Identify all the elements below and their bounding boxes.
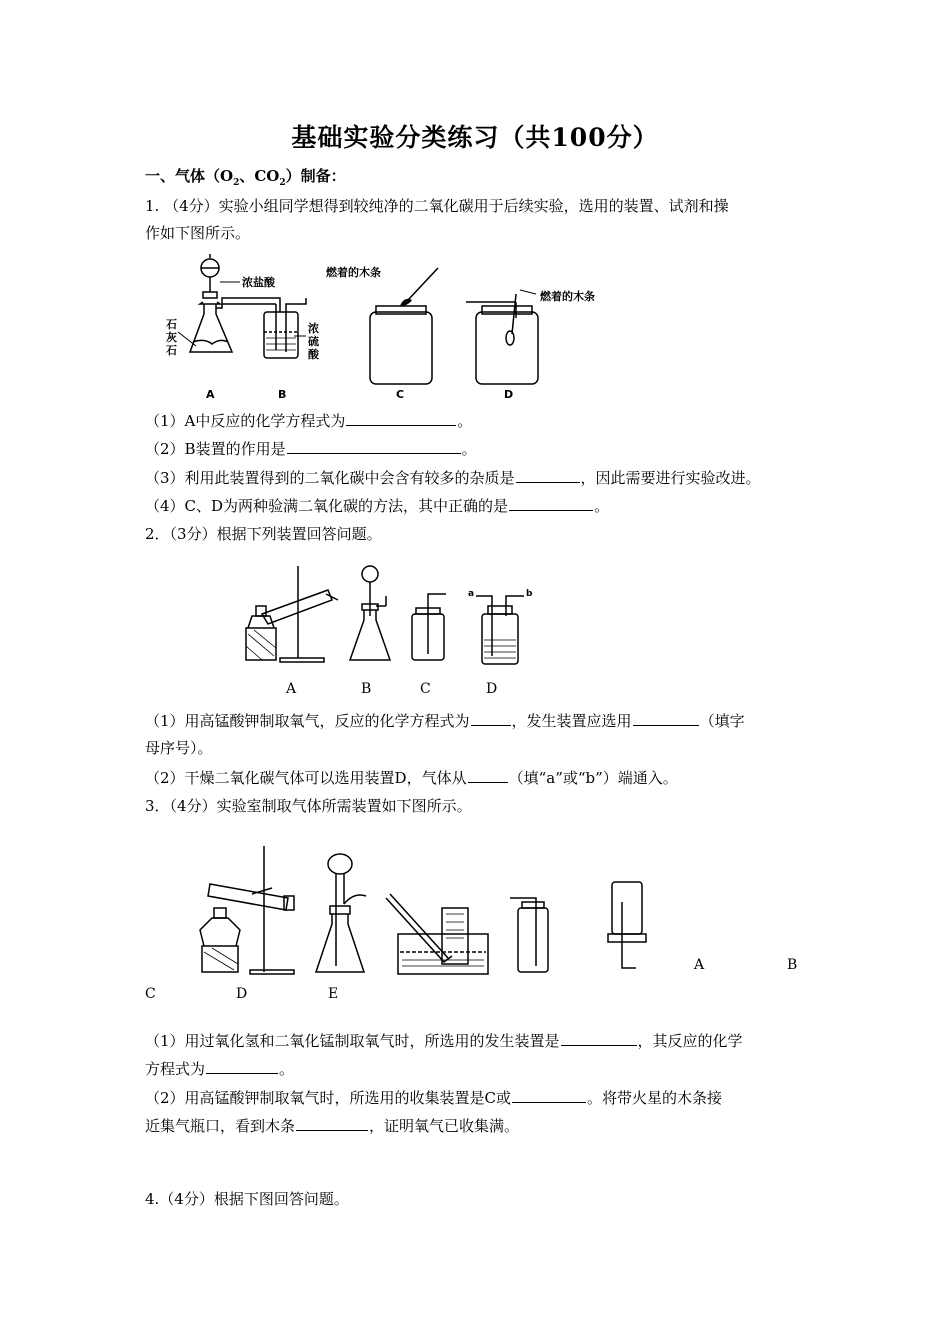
q1-part1: （1）A中反应的化学方程式为 。 bbox=[145, 412, 473, 430]
q2-stem: 2．（3分）根据下列装置回答问题。 bbox=[145, 525, 382, 543]
q2-apparatus-figure bbox=[240, 556, 540, 668]
conical-flask-b bbox=[350, 610, 390, 660]
label-b: B bbox=[278, 388, 287, 401]
q2-label-b: B bbox=[361, 681, 372, 697]
answer-blank[interactable] bbox=[296, 1115, 368, 1131]
q2-label-d: D bbox=[486, 681, 498, 697]
conical-flask-a bbox=[190, 304, 232, 352]
q1-part4: （4）C、D为两种验满二氧化碳的方法，其中正确的是 。 bbox=[145, 497, 610, 515]
q3-part2-line2: 近集气瓶口，看到木条 ，证明氧气已收集满。 bbox=[145, 1117, 520, 1135]
q3-label-d: D bbox=[236, 986, 248, 1002]
alcohol-lamp bbox=[202, 946, 238, 972]
answer-blank[interactable] bbox=[471, 710, 511, 726]
label-limestone-1: 石 bbox=[166, 318, 177, 331]
q2-label-c: C bbox=[420, 681, 431, 697]
q3-label-b: B bbox=[787, 957, 798, 973]
answer-blank[interactable] bbox=[512, 1087, 586, 1103]
gas-bottle-3d bbox=[518, 908, 548, 972]
test-tube-3a bbox=[208, 884, 288, 910]
answer-blank[interactable] bbox=[287, 438, 461, 454]
q4-stem: 4.（4分）根据下图回答问题。 bbox=[145, 1190, 349, 1208]
q3-part2: （2）用高锰酸钾制取氧气时，所选用的收集装置是C或 。将带火星的木条接 bbox=[145, 1089, 723, 1107]
q1-stem-line2: 作如下图所示。 bbox=[145, 224, 251, 242]
page-title: 基础实验分类练习（共100分） bbox=[291, 123, 659, 152]
water-trough bbox=[398, 934, 488, 974]
q2-part1: （1）用高锰酸钾制取氧气，反应的化学方程式为 ，发生装置应选用 （填字 bbox=[145, 712, 745, 730]
q1-stem-line1: 1. （4分）实验小组同学想得到较纯净的二氧化碳用于后续实验，选用的装置、试剂和操 bbox=[145, 197, 729, 215]
q1-part2: （2）B装置的作用是 。 bbox=[145, 440, 477, 458]
label-limestone-2: 灰 bbox=[166, 331, 177, 344]
label-limestone-3: 石 bbox=[166, 344, 177, 357]
q3-label-e: E bbox=[328, 986, 339, 1002]
q3-label-c: C bbox=[145, 986, 156, 1002]
q2-part1-line2: 母序号）。 bbox=[145, 739, 213, 757]
wash-bottle-b bbox=[264, 312, 298, 358]
label-burning-stick-d: 燃着的木条 bbox=[540, 290, 595, 303]
answer-blank[interactable] bbox=[468, 767, 508, 783]
label-d: D bbox=[504, 388, 514, 401]
q3-part1-line2: 方程式为 。 bbox=[145, 1060, 295, 1078]
test-tube-a bbox=[262, 590, 332, 624]
answer-blank[interactable] bbox=[633, 710, 699, 726]
q3-apparatus-figure bbox=[190, 842, 650, 982]
label-conc-hcl: 浓盐酸 bbox=[242, 276, 275, 289]
gas-jar-d bbox=[476, 312, 538, 384]
label-sulfuric-2: 硫 bbox=[308, 335, 319, 348]
label-sulfuric-1: 浓 bbox=[308, 322, 319, 335]
q2-label-a: A bbox=[286, 681, 297, 697]
q3-part1: （1）用过氧化氢和二氧化锰制取氧气时，所选用的发生装置是 ，其反应的化学 bbox=[145, 1032, 743, 1050]
q3-label-a: A bbox=[694, 957, 705, 973]
label-a: A bbox=[206, 388, 215, 401]
port-b-label: b bbox=[526, 589, 533, 599]
gas-bottle-3e bbox=[612, 882, 642, 934]
label-burning-stick-c: 燃着的木条 bbox=[326, 266, 381, 279]
answer-blank[interactable] bbox=[516, 467, 580, 483]
answer-blank[interactable] bbox=[509, 495, 593, 511]
q2-part2: （2）干燥二氧化碳气体可以选用装置D，气体从 （填“a”或“b”）端通入。 bbox=[145, 769, 678, 787]
answer-blank[interactable] bbox=[346, 410, 456, 426]
conical-flask-3b bbox=[316, 914, 364, 972]
q1-apparatus-figure bbox=[160, 252, 660, 402]
q3-stem: 3．（4分）实验室制取气体所需装置如下图所示。 bbox=[145, 797, 472, 815]
answer-blank[interactable] bbox=[206, 1058, 278, 1074]
section-heading: 一、气体（$O_2$、$CO_2$）制备： bbox=[145, 167, 346, 188]
gas-jar-c bbox=[370, 312, 432, 384]
label-c: C bbox=[396, 388, 405, 401]
q1-part3: （3）利用此装置得到的二氧化碳中会含有较多的杂质是 ，因此需要进行实验改进。 bbox=[145, 469, 761, 487]
answer-blank[interactable] bbox=[561, 1030, 637, 1046]
port-a-label: a bbox=[468, 589, 475, 599]
label-sulfuric-3: 酸 bbox=[308, 348, 319, 361]
wash-bottle-d bbox=[482, 614, 518, 664]
